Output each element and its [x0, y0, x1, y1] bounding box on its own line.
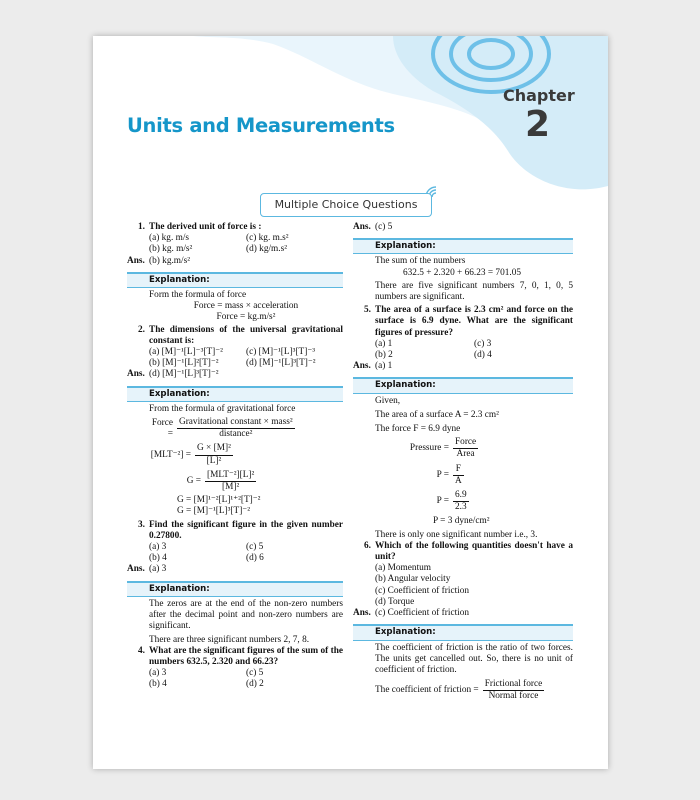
option: (a) 3: [149, 668, 167, 679]
denominator: [M]²: [222, 482, 240, 493]
option: (d) kg/m.s²: [246, 244, 288, 255]
book-page: [93, 36, 608, 769]
option: (c) Coefficient of friction: [375, 585, 470, 596]
answer-text: (c) 5: [375, 222, 393, 232]
option: (c) kg. m.s²: [246, 233, 289, 244]
formula: [375, 437, 573, 460]
chapter-label: Chapter: [503, 86, 575, 105]
explanation-body: [353, 256, 573, 303]
question-number: 6.: [364, 540, 371, 551]
question-text: The area of a surface is 2.3 cm² and force on the surface is 6.9 dyne. What are the significant figures of pressure?: [375, 305, 573, 338]
option: (b) kg. m/s²: [149, 244, 193, 255]
answer-text: (b) kg.m/s²: [149, 255, 191, 266]
options: [127, 347, 343, 369]
option: (b) Angular velocity: [375, 574, 451, 585]
explanation-paragraph: The zeros are at the end of the non-zero numbers after the decimal point and non-zero numbers are significant.: [149, 598, 343, 632]
answer-label: Ans.: [127, 255, 145, 266]
answer: [353, 361, 573, 372]
option: (d) 2: [246, 679, 264, 690]
explanation-line: The sum of the numbers: [375, 256, 466, 267]
numerator: [MLT⁻²][L]²: [205, 470, 256, 482]
question-4: [127, 646, 343, 668]
answer-label: Ans.: [353, 361, 371, 372]
question-text: What are the significant figures of the sum of the numbers 632.5, 2.320 and 66.23?: [149, 645, 343, 667]
explanation-heading: Explanation:: [127, 386, 343, 402]
question-number: 4.: [138, 645, 145, 656]
option: (d) 6: [246, 553, 264, 564]
answer: [127, 256, 343, 267]
option: (d) Torque: [375, 596, 415, 607]
explanation-line: Form the formula of force: [149, 290, 247, 301]
explanation-line: The force F = 6.9 dyne: [375, 424, 461, 435]
option: (b) [M]⁻¹[L]²[T]⁻²: [149, 358, 219, 369]
question-1: [127, 222, 343, 233]
denominator: [L]²: [206, 455, 222, 466]
right-column: [353, 222, 573, 703]
section-badge: Multiple Choice Questions: [260, 193, 432, 217]
explanation-heading: Explanation:: [353, 377, 573, 393]
answer-text: (d) [M]⁻¹[L]³[T]⁻²: [149, 369, 219, 380]
option: (c) 5: [246, 668, 264, 679]
question-number: 3.: [138, 519, 145, 530]
fraction: [453, 464, 464, 487]
denominator: 2.3: [455, 502, 467, 513]
formula-lhs: Pressure =: [409, 443, 449, 454]
answer-text: (a) 1: [375, 361, 393, 372]
explanation-body: [353, 396, 573, 541]
formula-line: P = 3 dyne/cm²: [433, 516, 490, 527]
numerator: Gravitational constant × mass²: [177, 417, 295, 429]
formula: [149, 417, 343, 440]
answer: [127, 564, 343, 575]
denominator: distance²: [219, 429, 253, 440]
explanation-heading: Explanation:: [127, 272, 343, 288]
answer-label: Ans.: [353, 222, 371, 232]
question-text: Find the significant figure in the given number 0.27800.: [149, 519, 343, 541]
options: [127, 668, 343, 690]
explanation-line: The area of a surface A = 2.3 cm²: [375, 409, 499, 420]
question-text: Which of the following quantities doesn't have a unit?: [375, 540, 573, 563]
formula-line: 632.5 + 2.320 + 66.23 = 701.05: [403, 267, 521, 278]
answer-label: Ans.: [127, 369, 145, 380]
numerator: 6.9: [453, 490, 469, 502]
option: (d) [M]⁻¹[L]³[T]⁻²: [246, 358, 316, 369]
option: (c) [M]⁻¹[L]³[T]⁻³: [246, 347, 316, 358]
formula-lhs: P =: [436, 496, 449, 507]
fraction: [205, 470, 256, 493]
formula: [375, 679, 573, 702]
explanation-line: There is only one significant number i.e., 3.: [375, 529, 538, 540]
chapter-number: 2: [525, 104, 551, 145]
numerator: F: [453, 464, 464, 476]
numerator: G × [M]²: [195, 443, 233, 455]
explanation-body: [127, 404, 343, 518]
explanation-line: From the formula of gravitational force: [149, 403, 296, 414]
formula: [149, 443, 343, 466]
question-number: 2.: [138, 324, 145, 335]
denominator: A: [455, 475, 462, 486]
option: (c) 3: [474, 338, 492, 349]
formula-lhs: G =: [186, 475, 201, 486]
formula: [375, 490, 573, 513]
fraction: [483, 679, 545, 702]
explanation-paragraph: There are five significant numbers 7, 0, 1, 0, 5 numbers are significant.: [375, 280, 573, 303]
explanation-heading: Explanation:: [353, 624, 573, 640]
formula-lhs: P =: [436, 469, 449, 480]
question-text: The derived unit of force is :: [149, 222, 262, 232]
option: (a) kg. m/s: [149, 233, 190, 244]
answer-label: Ans.: [127, 564, 145, 575]
answer: [127, 369, 343, 380]
answer-text: (a) 3: [149, 564, 167, 575]
question-2: [127, 325, 343, 347]
answer: [353, 222, 573, 233]
question-number: 5.: [364, 305, 371, 316]
question-text: The dimensions of the universal gravitational constant is:: [149, 324, 343, 346]
option: (c) 5: [246, 542, 264, 553]
explanation-paragraph: The coefficient of friction is the ratio of two forces. The units get cancelled out. So, there is no unit of coefficient of friction.: [375, 642, 573, 675]
question-number: 1.: [138, 222, 145, 232]
answer-text: (c) Coefficient of friction: [375, 608, 470, 619]
numerator: Force: [453, 437, 478, 449]
explanation-heading: Explanation:: [353, 238, 573, 254]
options: [127, 233, 343, 255]
left-column: [127, 222, 343, 691]
explanation-body: [353, 643, 573, 703]
answer-label: Ans.: [353, 608, 371, 619]
option: (b) 4: [149, 553, 167, 564]
options: [353, 563, 573, 608]
option: (a) Momentum: [375, 563, 432, 574]
formula-lhs: The coefficient of friction =: [375, 685, 479, 696]
formula: [375, 464, 573, 487]
formula-line: G = [M]⁻¹[L]³[T]⁻²: [177, 506, 250, 517]
formula: [149, 470, 343, 493]
formula-line: G = [M]¹⁻²[L]¹⁺²[T]⁻²: [177, 495, 261, 506]
formula-lhs: Force =: [151, 417, 173, 439]
option: (b) 4: [149, 679, 167, 690]
explanation-line: Given,: [375, 395, 401, 406]
question-3: [127, 520, 343, 542]
question-5: [353, 305, 573, 339]
explanation-line: There are three significant numbers 2, 7, 8.: [149, 634, 310, 645]
fraction: [195, 443, 233, 466]
explanation-body: [127, 599, 343, 646]
option: (a) 3: [149, 542, 167, 553]
fraction: [453, 437, 478, 460]
formula-line: Force = kg.m/s²: [216, 312, 276, 323]
fraction: [453, 490, 469, 513]
question-6: [353, 541, 573, 563]
option: (a) [M]⁻¹[L]⁻³[T]⁻²: [149, 347, 223, 358]
formula-lhs: [MLT⁻²] =: [150, 449, 191, 460]
denominator: Area: [456, 449, 475, 460]
numerator: Frictional force: [483, 679, 545, 691]
answer: [353, 608, 573, 619]
page-title: Units and Measurements: [127, 114, 395, 137]
options: [353, 339, 573, 361]
option: (b) 2: [375, 350, 393, 361]
explanation-body: [127, 290, 343, 324]
options: [127, 542, 343, 564]
fraction: [177, 417, 295, 440]
explanation-heading: Explanation:: [127, 581, 343, 597]
option: (a) 1: [375, 338, 393, 349]
formula-line: Force = mass × acceleration: [193, 301, 299, 312]
option: (d) 4: [474, 350, 492, 361]
denominator: Normal force: [488, 691, 539, 702]
